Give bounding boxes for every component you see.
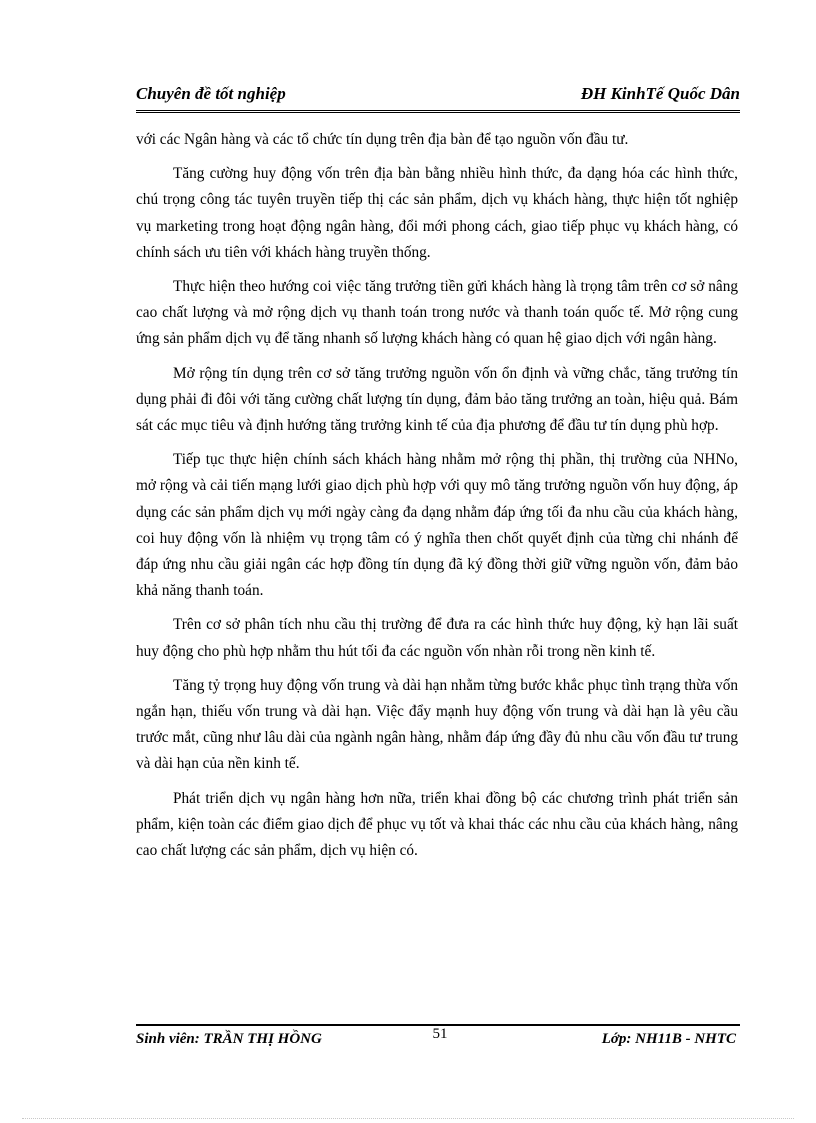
header-university: ĐH KinhTế Quốc Dân — [580, 84, 740, 103]
paragraph-deposit-growth: Thực hiện theo hướng coi việc tăng trưởng tiền gửi khách hàng là trọng tâm trên cơ sở nâng cao chất lượng và mở rộng dịch vụ thanh toán trong nước và thanh toán quốc tế. Mở rộng cung ứng sản phẩm dịch vụ để tăng nhanh số lượng khách hàng có quan hệ giao dịch với ngân hàng. — [136, 278, 738, 348]
paragraph-market-analysis: Trên cơ sở phân tích nhu cầu thị trường để đưa ra các hình thức huy động, kỳ hạn lãi suất huy động cho phù hợp nhằm thu hút tối đa các nguồn vốn nhàn rỗi trong nền kinh tế. — [136, 616, 738, 660]
paragraph-long-term-capital: Tăng tỷ trọng huy động vốn trung và dài hạn nhằm từng bước khắc phục tình trạng thừa vốn ngắn hạn, thiếu vốn trung và dài hạn. Việc đẩy mạnh huy động vốn trung và dài hạn là yêu cầu trước mắt, cũng như lâu dài của ngành ngân hàng, nhằm đáp ứng đầy đủ nhu cầu vốn đầu tư trung và dài hạn của nền kinh tế. — [136, 676, 738, 773]
page-number: 51 — [432, 1026, 448, 1042]
footer-student-name: Sinh viên: TRẦN THỊ HỒNG — [136, 1031, 322, 1047]
page-header — [136, 80, 740, 113]
paragraph-mobilize-capital: Tăng cường huy động vốn trên địa bàn bằng nhiều hình thức, đa dạng hóa các hình thức, chú trọng công tác tuyên truyền tiếp thị các sản phẩm, dịch vụ khách hàng, thực hiện tốt nghiệp vụ marketing trong hoạt động ngân hàng, đổi mới phong cách, giao tiếp phục vụ khách hàng, có chính sách ưu tiên với khách hàng truyền thống. — [136, 165, 738, 261]
paragraph-customer-policy: Tiếp tục thực hiện chính sách khách hàng nhằm mở rộng thị phần, thị trường của NHNo, mở rộng và cải tiến mạng lưới giao dịch phù hợp với quy mô tăng trưởng nguồn vốn huy động, áp dụng các sản phẩm dịch vụ mới ngày càng đa dạng nhằm đáp ứng tối đa nhu cầu của khách hàng, coi huy động vốn là nhiệm vụ trọng tâm có ý nghĩa then chốt quyết định của từng chi nhánh để đáp ứng nhu cầu giải ngân các hợp đồng tín dụng đã ký đồng thời giữ vững nguồn vốn, đảm bảo khả năng thanh toán. — [136, 451, 738, 600]
page-bottom-edge — [22, 1118, 794, 1119]
footer-class: Lớp: NH11B - NHTC — [601, 1031, 736, 1047]
paragraph-service-development: Phát triển dịch vụ ngân hàng hơn nữa, triển khai đồng bộ các chương trình phát triển sản phẩm, kiện toàn các điểm giao dịch để phục vụ tốt và khai thác các nhu cầu của khách hàng, nâng cao chất lượng các sản phẩm, dịch vụ hiện có. — [136, 789, 738, 860]
header-document-type: Chuyên đề tốt nghiệp — [136, 84, 286, 103]
paragraph-credit-expansion: Mở rộng tín dụng trên cơ sở tăng trưởng nguồn vốn ổn định và vững chắc, tăng trưởng tín dụng phải đi đôi với tăng cường chất lượng tín dụng, đảm bảo tăng trưởng an toàn, hiệu quả. Bám sát các mục tiêu và định hướng tăng trưởng kinh tế của địa phương để đầu tư tín dụng phù hợp. — [136, 364, 738, 435]
paragraph-continuation: với các Ngân hàng và các tổ chức tín dụng trên địa bàn để tạo nguồn vốn đầu tư. — [136, 131, 629, 148]
document-body — [136, 127, 738, 872]
